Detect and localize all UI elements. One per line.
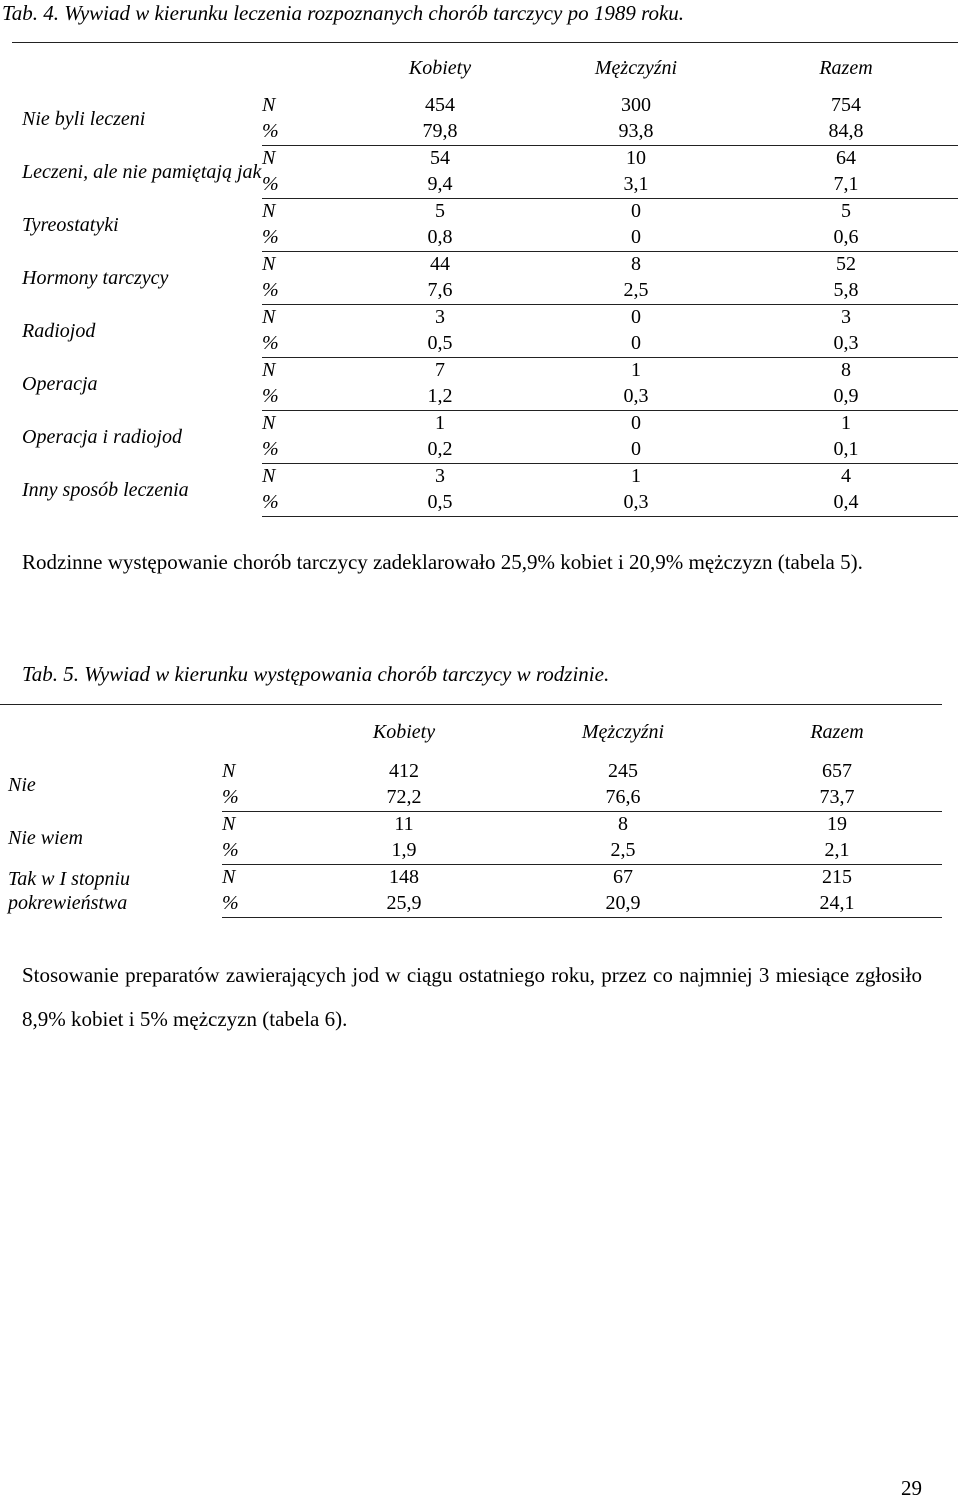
marker-percent: % (222, 838, 294, 865)
table-cell: 0 (631, 306, 641, 328)
marker-n: N (262, 306, 276, 328)
row-label: Inny sposób leczenia (22, 478, 189, 501)
marker-n: N (222, 759, 236, 782)
table-cell: 84,8 (734, 119, 958, 146)
table-cell: 7,1 (734, 172, 958, 199)
table4-caption: Tab. 4. Wywiad w kierunku leczenia rozpoznanych chorób tarczycy po 1989 roku. (2, 1, 685, 25)
table-cell: 19 (827, 813, 847, 835)
table4-header-kobiety: Kobiety (408, 56, 472, 79)
page-number: 29 (901, 1476, 922, 1500)
table-cell: 1 (631, 465, 641, 487)
table-cell: 1,2 (342, 384, 538, 411)
table-cell: 76,6 (514, 785, 732, 812)
table-cell: 0,6 (734, 225, 958, 252)
table-row (22, 463, 958, 490)
table-row (22, 198, 958, 225)
table-cell: 54 (430, 147, 450, 169)
table-cell: 44 (430, 253, 450, 275)
table-cell: 8 (618, 813, 628, 835)
marker-n: N (262, 93, 276, 116)
marker-percent: % (262, 437, 342, 464)
row-label: Nie wiem (8, 826, 83, 849)
table-cell: 245 (608, 759, 638, 782)
table-row (22, 251, 958, 278)
row-label: Operacja i radiojod (22, 425, 182, 448)
table-cell: 2,1 (732, 838, 942, 865)
table-cell: 657 (822, 759, 852, 782)
table-cell: 412 (389, 759, 419, 782)
table-cell: 72,2 (294, 785, 514, 812)
row-label: Hormony tarczycy (22, 266, 169, 289)
marker-n: N (262, 253, 276, 275)
marker-n: N (262, 465, 276, 487)
table-cell: 3,1 (538, 172, 734, 199)
row-label: Nie byli leczeni (22, 107, 146, 130)
marker-percent: % (262, 490, 342, 517)
table-cell: 64 (836, 147, 856, 169)
table-cell: 25,9 (294, 891, 514, 918)
table-cell: 10 (626, 147, 646, 169)
table-row (8, 758, 942, 785)
table5-caption: Tab. 5. Wywiad w kierunku występowania chorób tarczycy w rodzinie. (22, 662, 610, 686)
table-cell: 9,4 (342, 172, 538, 199)
table-cell: 73,7 (732, 785, 942, 812)
table-cell: 0,1 (734, 437, 958, 464)
table-cell: 0,5 (342, 490, 538, 517)
table-cell: 7 (435, 359, 445, 381)
table-cell: 93,8 (538, 119, 734, 146)
table-cell: 2,5 (514, 838, 732, 865)
table-cell: 0 (538, 331, 734, 358)
marker-n: N (262, 412, 276, 434)
table-cell: 79,8 (342, 119, 538, 146)
table-cell: 215 (822, 866, 852, 888)
table-cell: 5 (841, 200, 851, 222)
marker-percent: % (262, 119, 342, 146)
marker-percent: % (262, 331, 342, 358)
table-cell: 1 (435, 412, 445, 434)
table5-header-kobiety: Kobiety (372, 720, 436, 743)
table-row (8, 864, 942, 891)
table-row (8, 811, 942, 838)
table-cell: 20,9 (514, 891, 732, 918)
marker-percent: % (222, 785, 294, 812)
table-cell: 2,5 (538, 278, 734, 305)
table4 (22, 44, 958, 517)
table-cell: 5,8 (734, 278, 958, 305)
table-cell: 24,1 (732, 891, 942, 918)
table-cell: 5 (435, 200, 445, 222)
marker-percent: % (262, 384, 342, 411)
table-cell: 0,8 (342, 225, 538, 252)
table-row (22, 92, 958, 119)
table-cell: 67 (613, 866, 633, 888)
table-cell: 3 (841, 306, 851, 328)
table-cell: 0,9 (734, 384, 958, 411)
table-cell: 0 (631, 200, 641, 222)
table-cell: 0,3 (538, 384, 734, 411)
table4-top-rule (12, 42, 958, 43)
table-row (22, 145, 958, 172)
table-cell: 0 (538, 437, 734, 464)
marker-percent: % (222, 891, 294, 918)
table-cell: 0,3 (734, 331, 958, 358)
table-cell: 0 (538, 225, 734, 252)
table-cell: 0,5 (342, 331, 538, 358)
table-cell: 3 (435, 465, 445, 487)
table5-top-rule (0, 704, 942, 705)
row-label: Operacja (22, 372, 98, 395)
table-cell: 11 (394, 813, 414, 835)
marker-n: N (262, 147, 276, 169)
table-cell: 0 (631, 412, 641, 434)
table-row (22, 357, 958, 384)
table5-header-razem: Razem (810, 720, 864, 743)
table-cell: 0,3 (538, 490, 734, 517)
table-cell: 1 (631, 359, 641, 381)
table5-header-mezczyzni: Mężczyźni (581, 720, 665, 743)
table-cell: 8 (841, 359, 851, 381)
row-label: Leczeni, ale nie pamiętają jak (22, 160, 262, 183)
table-cell: 754 (831, 93, 861, 116)
marker-n: N (222, 866, 236, 888)
table-cell: 4 (841, 465, 851, 487)
table-cell: 52 (836, 253, 856, 275)
table4-header-razem: Razem (819, 56, 873, 79)
table-cell: 3 (435, 306, 445, 328)
table4-header-mezczyzni: Mężczyźni (594, 56, 678, 79)
marker-percent: % (262, 225, 342, 252)
paragraph-iodine-use: Stosowanie preparatów zawierających jod w ciągu ostatniego roku, przez co najmniej 3 miesiące zgłosiło 8,9% kobiet i 5% mężczyzn (tabela 6). (22, 963, 922, 1031)
table-cell: 148 (389, 866, 419, 888)
table5 (8, 706, 942, 918)
table-cell: 454 (425, 93, 455, 116)
marker-n: N (262, 359, 276, 381)
table-cell: 0,2 (342, 437, 538, 464)
table-row (22, 304, 958, 331)
marker-percent: % (262, 172, 342, 199)
marker-percent: % (262, 278, 342, 305)
table-cell: 7,6 (342, 278, 538, 305)
table-cell: 0,4 (734, 490, 958, 517)
table-cell: 8 (631, 253, 641, 275)
row-label: Tyreostatyki (22, 213, 119, 236)
paragraph-family-occurrence: Rodzinne występowanie chorób tarczycy zadeklarowało 25,9% kobiet i 20,9% mężczyzn (tabela 5). (22, 550, 863, 574)
marker-n: N (222, 813, 236, 835)
table-cell: 1,9 (294, 838, 514, 865)
row-label: Radiojod (22, 319, 96, 342)
marker-n: N (262, 200, 276, 222)
table-cell: 300 (621, 93, 651, 116)
table-cell: 1 (841, 412, 851, 434)
row-label: Tak w I stopniu pokrewieństwa (8, 867, 131, 914)
table-row (22, 410, 958, 437)
row-label: Nie (8, 773, 36, 796)
